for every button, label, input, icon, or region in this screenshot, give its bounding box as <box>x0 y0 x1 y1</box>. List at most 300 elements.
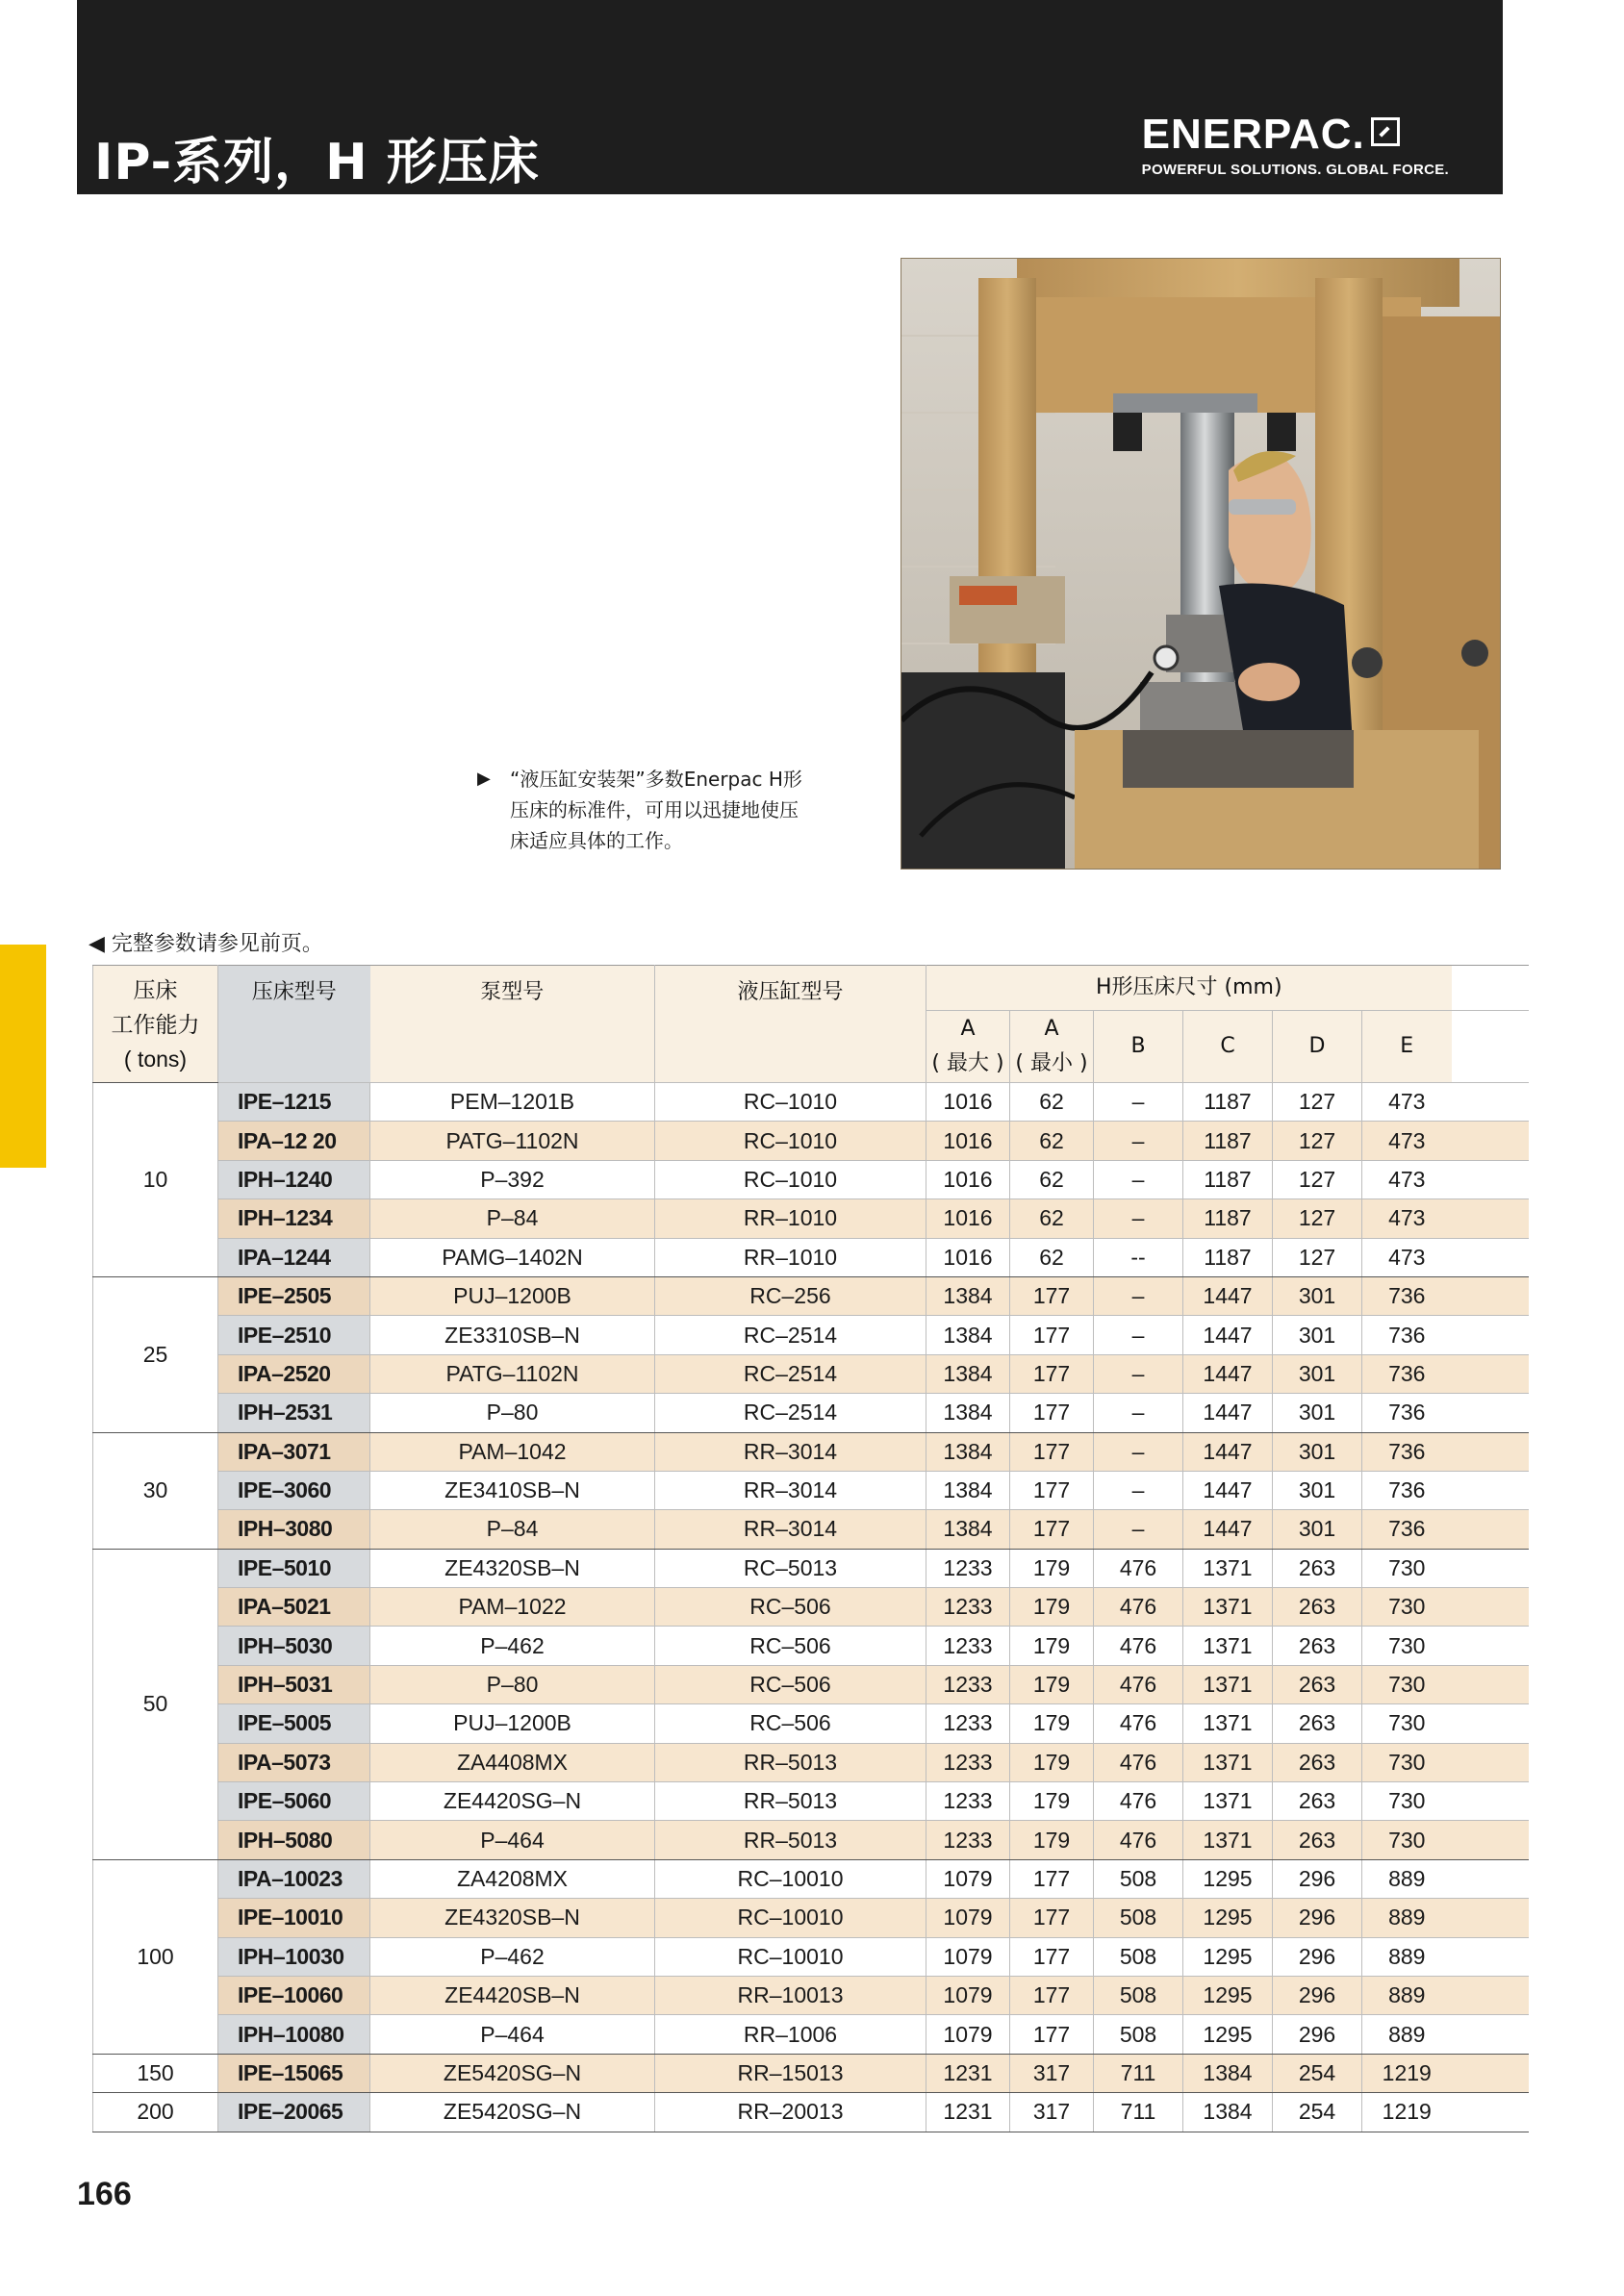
b-cell: 508 <box>1094 2015 1183 2054</box>
amax-cell: 1231 <box>926 2054 1010 2092</box>
table-spacer <box>1452 1471 1529 1509</box>
capacity-cell: 200 <box>93 2093 218 2132</box>
table-spacer <box>1452 1782 1529 1821</box>
cyl-cell: RC–2514 <box>655 1354 926 1393</box>
c-cell: 1187 <box>1183 1122 1273 1160</box>
b-cell: 476 <box>1094 1704 1183 1743</box>
table-row <box>93 1394 1529 1432</box>
d-cell: 254 <box>1273 2093 1362 2132</box>
cyl-cell: RR–5013 <box>655 1821 926 1859</box>
table-spacer <box>1452 1899 1529 1937</box>
amin-cell: 62 <box>1010 1122 1094 1160</box>
b-cell: -- <box>1094 1238 1183 1276</box>
col-header-e: E <box>1362 1011 1452 1083</box>
amax-cell: 1016 <box>926 1083 1010 1122</box>
header-text: ( 最小 ) <box>1015 1051 1088 1075</box>
table-spacer <box>1452 1160 1529 1198</box>
col-header-d: D <box>1273 1011 1362 1083</box>
e-cell: 473 <box>1362 1122 1452 1160</box>
model-cell: IPH–1240 <box>218 1160 370 1198</box>
pump-cell: ZE4320SB–N <box>370 1549 655 1587</box>
amin-cell: 177 <box>1010 1899 1094 1937</box>
model-cell: IPA–1244 <box>218 1238 370 1276</box>
cyl-cell: RR–5013 <box>655 1782 926 1821</box>
amax-cell: 1384 <box>926 1276 1010 1315</box>
e-cell: 730 <box>1362 1627 1452 1665</box>
e-cell: 889 <box>1362 1899 1452 1937</box>
c-cell: 1447 <box>1183 1316 1273 1354</box>
e-cell: 889 <box>1362 1976 1452 2014</box>
pump-cell: P–84 <box>370 1199 655 1238</box>
b-cell: 508 <box>1094 1859 1183 1898</box>
pump-cell: ZE4420SB–N <box>370 1976 655 2014</box>
model-cell: IPE–2510 <box>218 1316 370 1354</box>
capacity-cell: 25 <box>93 1276 218 1432</box>
e-cell: 736 <box>1362 1354 1452 1393</box>
model-cell: IPH–10030 <box>218 1937 370 1976</box>
b-cell: – <box>1094 1122 1183 1160</box>
table-spacer <box>1452 1238 1529 1276</box>
d-cell: 127 <box>1273 1122 1362 1160</box>
amax-cell: 1016 <box>926 1160 1010 1198</box>
table-row <box>93 1859 1529 1898</box>
model-cell: IPE–10060 <box>218 1976 370 2014</box>
brand-logo <box>1141 111 1449 178</box>
amin-cell: 177 <box>1010 1354 1094 1393</box>
cyl-cell: RC–506 <box>655 1627 926 1665</box>
header-text: 压床 <box>133 976 178 1002</box>
amin-cell: 317 <box>1010 2093 1094 2132</box>
d-cell: 301 <box>1273 1471 1362 1509</box>
d-cell: 301 <box>1273 1432 1362 1471</box>
c-cell: 1295 <box>1183 1937 1273 1976</box>
col-header-b: B <box>1094 1011 1183 1083</box>
table-spacer <box>1452 966 1529 1011</box>
amax-cell: 1384 <box>926 1510 1010 1549</box>
pump-cell: PATG–1102N <box>370 1122 655 1160</box>
header-text: 工作能力 <box>111 1011 200 1037</box>
pump-cell: PATG–1102N <box>370 1354 655 1393</box>
table-row <box>93 1354 1529 1393</box>
e-cell: 473 <box>1362 1083 1452 1122</box>
table-spacer <box>1452 1122 1529 1160</box>
c-cell: 1295 <box>1183 1859 1273 1898</box>
amax-cell: 1233 <box>926 1549 1010 1587</box>
amin-cell: 62 <box>1010 1160 1094 1198</box>
model-cell: IPE–3060 <box>218 1471 370 1509</box>
table-spacer <box>1452 1821 1529 1859</box>
header-text: A <box>1044 1017 1059 1041</box>
amin-cell: 62 <box>1010 1199 1094 1238</box>
d-cell: 301 <box>1273 1276 1362 1315</box>
pump-cell: PEM–1201B <box>370 1083 655 1122</box>
c-cell: 1384 <box>1183 2093 1273 2132</box>
amin-cell: 177 <box>1010 1276 1094 1315</box>
c-cell: 1187 <box>1183 1199 1273 1238</box>
b-cell: – <box>1094 1276 1183 1315</box>
c-cell: 1447 <box>1183 1471 1273 1509</box>
model-cell: IPA–3071 <box>218 1432 370 1471</box>
cyl-cell: RC–10010 <box>655 1937 926 1976</box>
e-cell: 736 <box>1362 1510 1452 1549</box>
table-row <box>93 1549 1529 1587</box>
table-row <box>93 1199 1529 1238</box>
col-header-capacity <box>93 966 218 1083</box>
b-cell: – <box>1094 1510 1183 1549</box>
amin-cell: 177 <box>1010 1394 1094 1432</box>
b-cell: 508 <box>1094 1937 1183 1976</box>
model-cell: IPE–5005 <box>218 1704 370 1743</box>
amax-cell: 1079 <box>926 1937 1010 1976</box>
amin-cell: 317 <box>1010 2054 1094 2092</box>
b-cell: – <box>1094 1083 1183 1122</box>
pump-cell: ZE3310SB–N <box>370 1316 655 1354</box>
pump-cell: ZE5420SG–N <box>370 2054 655 2092</box>
table-spacer <box>1452 1937 1529 1976</box>
c-cell: 1371 <box>1183 1704 1273 1743</box>
e-cell: 473 <box>1362 1160 1452 1198</box>
spec-table <box>92 965 1529 2132</box>
amax-cell: 1233 <box>926 1704 1010 1743</box>
pump-cell: ZE4320SB–N <box>370 1899 655 1937</box>
model-cell: IPE–2505 <box>218 1276 370 1315</box>
c-cell: 1447 <box>1183 1394 1273 1432</box>
pump-cell: P–84 <box>370 1510 655 1549</box>
pump-cell: ZA4408MX <box>370 1743 655 1781</box>
cyl-cell: RR–10013 <box>655 1976 926 2014</box>
amax-cell: 1233 <box>926 1821 1010 1859</box>
b-cell: 476 <box>1094 1665 1183 1703</box>
d-cell: 301 <box>1273 1316 1362 1354</box>
c-cell: 1371 <box>1183 1588 1273 1627</box>
amin-cell: 177 <box>1010 1976 1094 2014</box>
table-spacer <box>1452 2093 1529 2132</box>
pump-cell: ZA4208MX <box>370 1859 655 1898</box>
amin-cell: 177 <box>1010 2015 1094 2054</box>
table-row <box>93 1316 1529 1354</box>
model-cell: IPA–12 20 <box>218 1122 370 1160</box>
amax-cell: 1384 <box>926 1471 1010 1509</box>
pump-cell: P–464 <box>370 2015 655 2054</box>
d-cell: 296 <box>1273 2015 1362 2054</box>
section-side-tab <box>0 945 46 1168</box>
model-cell: IPE–15065 <box>218 2054 370 2092</box>
d-cell: 254 <box>1273 2054 1362 2092</box>
amin-cell: 179 <box>1010 1588 1094 1627</box>
d-cell: 296 <box>1273 1937 1362 1976</box>
col-header-c: C <box>1183 1011 1273 1083</box>
e-cell: 736 <box>1362 1276 1452 1315</box>
e-cell: 730 <box>1362 1704 1452 1743</box>
b-cell: – <box>1094 1354 1183 1393</box>
col-header-cylinder: 液压缸型号 <box>655 966 926 1083</box>
c-cell: 1187 <box>1183 1083 1273 1122</box>
c-cell: 1371 <box>1183 1627 1273 1665</box>
e-cell: 736 <box>1362 1471 1452 1509</box>
b-cell: – <box>1094 1160 1183 1198</box>
amin-cell: 177 <box>1010 1859 1094 1898</box>
cyl-cell: RR–3014 <box>655 1471 926 1509</box>
table-row <box>93 1588 1529 1627</box>
model-cell: IPH–5080 <box>218 1821 370 1859</box>
model-cell: IPA–5073 <box>218 1743 370 1781</box>
b-cell: 476 <box>1094 1782 1183 1821</box>
e-cell: 473 <box>1362 1199 1452 1238</box>
reference-note: ◀ 完整参数请参见前页。 <box>89 932 323 956</box>
d-cell: 263 <box>1273 1821 1362 1859</box>
model-cell: IPH–10080 <box>218 2015 370 2054</box>
cyl-cell: RR–5013 <box>655 1743 926 1781</box>
c-cell: 1447 <box>1183 1432 1273 1471</box>
amax-cell: 1384 <box>926 1432 1010 1471</box>
cyl-cell: RC–1010 <box>655 1122 926 1160</box>
table-spacer <box>1452 1510 1529 1549</box>
col-header-dims: H形压床尺寸 (mm) <box>926 966 1452 1011</box>
model-cell: IPA–5021 <box>218 1588 370 1627</box>
pump-cell: PAMG–1402N <box>370 1238 655 1276</box>
amin-cell: 177 <box>1010 1937 1094 1976</box>
d-cell: 263 <box>1273 1704 1362 1743</box>
cyl-cell: RR–3014 <box>655 1510 926 1549</box>
cyl-cell: RC–2514 <box>655 1394 926 1432</box>
amin-cell: 177 <box>1010 1316 1094 1354</box>
d-cell: 296 <box>1273 1859 1362 1898</box>
d-cell: 127 <box>1273 1238 1362 1276</box>
col-header-model: 压床型号 <box>218 966 370 1083</box>
table-row <box>93 1704 1529 1743</box>
amax-cell: 1233 <box>926 1665 1010 1703</box>
d-cell: 263 <box>1273 1743 1362 1781</box>
e-cell: 730 <box>1362 1665 1452 1703</box>
amax-cell: 1233 <box>926 1743 1010 1781</box>
b-cell: 476 <box>1094 1743 1183 1781</box>
c-cell: 1447 <box>1183 1510 1273 1549</box>
d-cell: 263 <box>1273 1627 1362 1665</box>
cyl-cell: RC–506 <box>655 1588 926 1627</box>
d-cell: 127 <box>1273 1083 1362 1122</box>
e-cell: 889 <box>1362 1937 1452 1976</box>
table-row <box>93 2015 1529 2054</box>
amin-cell: 62 <box>1010 1083 1094 1122</box>
page-title: IP-系列，H 形压床 <box>94 134 540 191</box>
amax-cell: 1233 <box>926 1588 1010 1627</box>
d-cell: 263 <box>1273 1665 1362 1703</box>
b-cell: 476 <box>1094 1549 1183 1587</box>
b-cell: 476 <box>1094 1588 1183 1627</box>
cyl-cell: RR–1006 <box>655 2015 926 2054</box>
c-cell: 1447 <box>1183 1354 1273 1393</box>
c-cell: 1447 <box>1183 1276 1273 1315</box>
table-row <box>93 1276 1529 1315</box>
d-cell: 127 <box>1273 1199 1362 1238</box>
b-cell: – <box>1094 1199 1183 1238</box>
table-row <box>93 1899 1529 1937</box>
table-row <box>93 2054 1529 2092</box>
cyl-cell: RC–5013 <box>655 1549 926 1587</box>
pump-cell: PUJ–1200B <box>370 1276 655 1315</box>
table-spacer <box>1452 1627 1529 1665</box>
c-cell: 1295 <box>1183 1976 1273 2014</box>
table-row <box>93 1782 1529 1821</box>
header-text: A <box>960 1017 976 1041</box>
c-cell: 1187 <box>1183 1238 1273 1276</box>
brand-tagline: POWERFUL SOLUTIONS. GLOBAL FORCE. <box>1141 162 1449 178</box>
model-cell: IPH–3080 <box>218 1510 370 1549</box>
table-row <box>93 1471 1529 1509</box>
amax-cell: 1384 <box>926 1316 1010 1354</box>
table-row <box>93 2093 1529 2132</box>
e-cell: 730 <box>1362 1549 1452 1587</box>
amax-cell: 1231 <box>926 2093 1010 2132</box>
table-row <box>93 1665 1529 1703</box>
pump-cell: ZE4420SG–N <box>370 1782 655 1821</box>
header-bar <box>77 0 1503 194</box>
b-cell: – <box>1094 1394 1183 1432</box>
amin-cell: 179 <box>1010 1782 1094 1821</box>
e-cell: 473 <box>1362 1238 1452 1276</box>
model-cell: IPA–10023 <box>218 1859 370 1898</box>
d-cell: 296 <box>1273 1976 1362 2014</box>
c-cell: 1371 <box>1183 1743 1273 1781</box>
e-cell: 736 <box>1362 1316 1452 1354</box>
amin-cell: 179 <box>1010 1627 1094 1665</box>
e-cell: 1219 <box>1362 2054 1452 2092</box>
header-text: ( tons) <box>123 1046 188 1072</box>
d-cell: 296 <box>1273 1899 1362 1937</box>
d-cell: 263 <box>1273 1782 1362 1821</box>
cyl-cell: RC–1010 <box>655 1160 926 1198</box>
capacity-cell: 100 <box>93 1859 218 2054</box>
table-row <box>93 1743 1529 1781</box>
b-cell: 711 <box>1094 2054 1183 2092</box>
table-spacer <box>1452 1588 1529 1627</box>
spec-table-body <box>93 1083 1529 2132</box>
cyl-cell: RC–256 <box>655 1276 926 1315</box>
e-cell: 889 <box>1362 2015 1452 2054</box>
table-spacer <box>1452 1704 1529 1743</box>
amin-cell: 179 <box>1010 1821 1094 1859</box>
d-cell: 263 <box>1273 1549 1362 1587</box>
amin-cell: 179 <box>1010 1665 1094 1703</box>
amax-cell: 1079 <box>926 1899 1010 1937</box>
amax-cell: 1016 <box>926 1238 1010 1276</box>
cyl-cell: RC–1010 <box>655 1083 926 1122</box>
cyl-cell: RR–20013 <box>655 2093 926 2132</box>
pump-cell: PUJ–1200B <box>370 1704 655 1743</box>
e-cell: 889 <box>1362 1859 1452 1898</box>
table-row <box>93 1160 1529 1198</box>
table-row <box>93 1821 1529 1859</box>
amin-cell: 177 <box>1010 1510 1094 1549</box>
table-row <box>93 1976 1529 2014</box>
photo-caption <box>477 764 881 856</box>
cyl-cell: RR–3014 <box>655 1432 926 1471</box>
model-cell: IPE–20065 <box>218 2093 370 2132</box>
table-spacer <box>1452 1394 1529 1432</box>
cyl-cell: RR–1010 <box>655 1238 926 1276</box>
amax-cell: 1233 <box>926 1627 1010 1665</box>
brand-name: ENERPAC. <box>1141 111 1365 158</box>
c-cell: 1295 <box>1183 2015 1273 2054</box>
model-cell: IPH–1234 <box>218 1199 370 1238</box>
amin-cell: 177 <box>1010 1432 1094 1471</box>
model-cell: IPE–5010 <box>218 1549 370 1587</box>
c-cell: 1371 <box>1183 1665 1273 1703</box>
e-cell: 730 <box>1362 1743 1452 1781</box>
table-spacer <box>1452 2054 1529 2092</box>
caption-line: “液压缸安装架”多数Enerpac H形 <box>510 768 802 791</box>
amax-cell: 1384 <box>926 1394 1010 1432</box>
c-cell: 1371 <box>1183 1782 1273 1821</box>
b-cell: – <box>1094 1432 1183 1471</box>
table-spacer <box>1452 1432 1529 1471</box>
d-cell: 301 <box>1273 1394 1362 1432</box>
pump-cell: P–80 <box>370 1394 655 1432</box>
table-spacer <box>1452 1083 1529 1122</box>
b-cell: 476 <box>1094 1821 1183 1859</box>
d-cell: 127 <box>1273 1160 1362 1198</box>
col-header-a-max <box>926 1011 1010 1083</box>
table-row <box>93 1083 1529 1122</box>
amax-cell: 1016 <box>926 1199 1010 1238</box>
cyl-cell: RR–15013 <box>655 2054 926 2092</box>
pump-cell: P–392 <box>370 1160 655 1198</box>
table-row <box>93 1432 1529 1471</box>
model-cell: IPE–10010 <box>218 1899 370 1937</box>
table-spacer <box>1452 1665 1529 1703</box>
model-cell: IPH–2531 <box>218 1394 370 1432</box>
e-cell: 736 <box>1362 1394 1452 1432</box>
table-row <box>93 1937 1529 1976</box>
model-cell: IPH–5030 <box>218 1627 370 1665</box>
table-row <box>93 1627 1529 1665</box>
amin-cell: 177 <box>1010 1471 1094 1509</box>
b-cell: 711 <box>1094 2093 1183 2132</box>
amax-cell: 1079 <box>926 1976 1010 2014</box>
table-spacer <box>1452 1316 1529 1354</box>
b-cell: – <box>1094 1316 1183 1354</box>
table-row <box>93 1122 1529 1160</box>
model-cell: IPA–2520 <box>218 1354 370 1393</box>
cyl-cell: RC–10010 <box>655 1899 926 1937</box>
table-spacer <box>1452 2015 1529 2054</box>
amax-cell: 1079 <box>926 2015 1010 2054</box>
caption-line: 床适应具体的工作。 <box>510 829 683 852</box>
cyl-cell: RC–2514 <box>655 1316 926 1354</box>
b-cell: – <box>1094 1471 1183 1509</box>
pump-cell: ZE3410SB–N <box>370 1471 655 1509</box>
capacity-cell: 50 <box>93 1549 218 1859</box>
amin-cell: 179 <box>1010 1704 1094 1743</box>
b-cell: 508 <box>1094 1976 1183 2014</box>
model-cell: IPE–5060 <box>218 1782 370 1821</box>
e-cell: 730 <box>1362 1588 1452 1627</box>
c-cell: 1371 <box>1183 1549 1273 1587</box>
c-cell: 1295 <box>1183 1899 1273 1937</box>
e-cell: 730 <box>1362 1821 1452 1859</box>
page-number: 166 <box>77 2176 132 2212</box>
cyl-cell: RC–506 <box>655 1704 926 1743</box>
b-cell: 476 <box>1094 1627 1183 1665</box>
pump-cell: PAM–1022 <box>370 1588 655 1627</box>
d-cell: 301 <box>1273 1354 1362 1393</box>
e-cell: 736 <box>1362 1432 1452 1471</box>
pump-cell: PAM–1042 <box>370 1432 655 1471</box>
amin-cell: 179 <box>1010 1743 1094 1781</box>
table-spacer <box>1452 1549 1529 1587</box>
capacity-cell: 10 <box>93 1083 218 1277</box>
brand-mark-icon <box>1371 117 1400 146</box>
